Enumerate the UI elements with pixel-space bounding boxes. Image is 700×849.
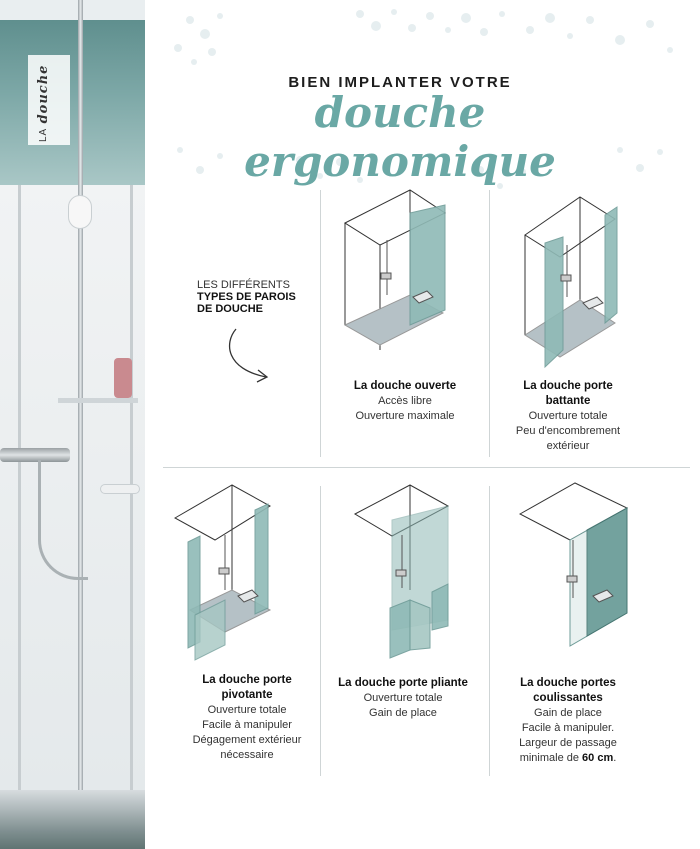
card-title-line2: battante	[545, 395, 591, 407]
row-divider	[163, 467, 690, 468]
soap-bottle	[114, 358, 132, 398]
card-desc-line: Dégagement extérieur	[192, 734, 302, 746]
card-title-line2: coulissantes	[533, 692, 603, 704]
bathroom-photo	[0, 0, 145, 849]
shower-rod	[78, 0, 83, 820]
page-kicker: BIEN IMPLANTER VOTRE	[288, 74, 512, 91]
sliding-door-shower-illustration	[515, 478, 635, 653]
folding-door-shower-illustration	[350, 480, 460, 660]
card-title: La douche portes	[520, 677, 616, 689]
grab-handle	[100, 484, 140, 494]
card-desc-line: Facile à manipuler	[202, 719, 292, 731]
card-desc-line	[498, 751, 638, 766]
intro-line-3: DE DOUCHE	[197, 303, 264, 315]
section-label-word: douche	[36, 64, 51, 124]
card-sliding-doors	[498, 676, 638, 766]
width-suffix: .	[613, 752, 617, 764]
card-desc-line: Gain de place	[369, 707, 437, 719]
page-title: douche ergonomique	[244, 88, 556, 186]
shower-hose	[38, 460, 88, 580]
card-desc-line: Ouverture totale	[528, 410, 608, 422]
shower-head	[68, 195, 92, 229]
swing-door-shower-illustration	[505, 185, 625, 375]
card-desc-line: Ouverture totale	[207, 704, 287, 716]
card-desc-line: Accès libre	[378, 395, 432, 407]
width-prefix: minimale de	[519, 752, 583, 764]
intro-text	[197, 279, 337, 315]
card-open-shower	[330, 379, 480, 424]
card-title: La douche ouverte	[353, 380, 457, 392]
card-desc-line: Ouverture maximale	[355, 410, 455, 422]
column-divider	[489, 190, 490, 457]
curved-arrow-icon	[222, 325, 282, 385]
card-desc-line: nécessaire	[220, 749, 274, 761]
shower-shelf	[58, 398, 138, 403]
shower-floor	[0, 790, 145, 849]
card-desc-line: Largeur de passage	[519, 737, 617, 749]
card-title: La douche porte	[202, 674, 292, 686]
card-title: La douche porte	[523, 380, 613, 392]
glass-frame	[18, 185, 21, 825]
glass-frame	[130, 185, 133, 825]
card-title: La douche porte pliante	[338, 677, 468, 689]
card-folding-door	[328, 676, 478, 721]
card-desc-line: Gain de place	[534, 707, 602, 719]
open-shower-illustration	[325, 185, 450, 360]
teal-wall	[0, 20, 145, 185]
card-title-line2: pivotante	[221, 689, 273, 701]
card-desc-line: Peu d'encombrement	[515, 425, 621, 437]
section-label	[36, 62, 62, 142]
width-value: 60 cm	[582, 752, 614, 764]
intro-line-2: TYPES DE PAROIS	[197, 291, 296, 303]
intro-line-1: LES DIFFÉRENTS	[197, 279, 290, 291]
card-desc-line: Facile à manipuler.	[521, 722, 615, 734]
card-desc-line: Ouverture totale	[363, 692, 443, 704]
card-swing-door	[496, 379, 640, 454]
column-divider	[320, 190, 321, 457]
section-label-prefix: LA	[38, 127, 49, 142]
card-desc-line: extérieur	[546, 440, 590, 452]
card-pivot-door	[162, 673, 332, 763]
pivot-door-shower-illustration	[170, 480, 285, 670]
column-divider	[489, 486, 490, 776]
